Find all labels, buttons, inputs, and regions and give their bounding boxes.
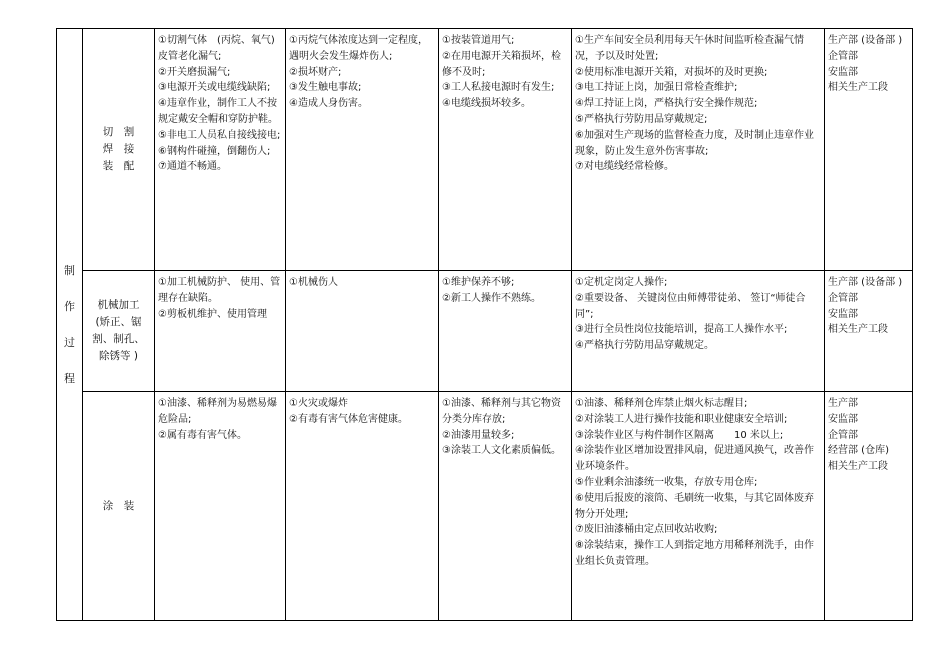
operation-item-line: 焊 接 xyxy=(102,143,135,155)
measure-line: ②对涂装工人进行操作技能和职业健康安全培训; xyxy=(575,413,788,425)
department-line: 企管部 xyxy=(828,50,858,62)
table-row xyxy=(57,392,913,621)
measure-line: ④焊工持证上岗，严格执行安全操作规范; xyxy=(575,98,758,110)
cause-line: ③工人私接电源时有发生; xyxy=(442,82,555,94)
department-line: 安监部 xyxy=(828,413,858,425)
process-label xyxy=(57,29,83,621)
measure-line: ③进行全员性岗位技能培训，提高工人操作水平; xyxy=(575,324,788,336)
measure-line: ①油漆、稀释剂仓库禁止烟火标志醒目; xyxy=(575,398,748,409)
measure-line: ⑦对电缆线经常检修。 xyxy=(575,161,674,173)
department-line: 生产部 (设备部 ) xyxy=(828,277,903,288)
hazard-line: ②属有毒有害气体。 xyxy=(158,429,247,441)
department-line: 相关生产工段 xyxy=(828,82,888,94)
measure-line: ④严格执行劳防用品穿戴规定。 xyxy=(575,340,714,352)
measure-line: ⑤作业剩余油漆统一收集，存放专用仓库; xyxy=(575,476,758,488)
measure-line: ①定机定岗定人操作; xyxy=(575,277,668,288)
consequence-line: ②有毒有害气体危害健康。 xyxy=(289,413,408,425)
process-label-char: 作 xyxy=(64,299,75,313)
consequence-line: ②损坏财产; xyxy=(289,66,342,78)
operation-item-line: 装 配 xyxy=(102,160,135,172)
cause-line: ①油漆、稀释剂与其它物资分类分库存放; xyxy=(442,398,561,425)
cause-cell xyxy=(439,392,572,621)
table-row xyxy=(57,271,913,392)
consequence-cell xyxy=(286,392,439,621)
operation-item-line: (矫正、锯 xyxy=(95,316,142,328)
cause-cell xyxy=(439,271,572,392)
consequence-line: ①机械伤人 xyxy=(289,277,338,288)
measure-line: ⑦废旧油漆桶由定点回收站收购; xyxy=(575,524,718,536)
consequence-line: ①丙烷气体浓度达到一定程度，遇明火会发生爆炸伤人; xyxy=(289,35,428,62)
hazard-line: ⑦通道不畅通。 xyxy=(158,161,227,173)
department-line: 经营部 (仓库) xyxy=(828,445,889,457)
department-line: 企管部 xyxy=(828,292,858,304)
hazard-table-wrapper xyxy=(56,28,913,621)
department-line: 企管部 xyxy=(828,429,858,441)
hazard-table xyxy=(56,28,913,621)
cause-line: ②在用电源开关箱损坏，检修不及时; xyxy=(442,50,561,78)
consequence-line: ①火灾或爆炸 xyxy=(289,398,348,409)
process-label-char: 制 xyxy=(64,263,75,277)
department-cell xyxy=(825,271,913,392)
measure-line: ⑧涂装结束，操作工人到指定地方用稀释剂洗手，由作业组长负责管理。 xyxy=(575,540,814,567)
consequence-line: ④造成人身伤害。 xyxy=(289,98,368,110)
department-line: 安监部 xyxy=(828,308,858,320)
hazard-line: ①加工机械防护、 使用、管理存在缺陷。 xyxy=(158,277,281,304)
measure-line: ③电工持证上岗，加强日常检查维护; xyxy=(575,82,738,94)
department-line: 安监部 xyxy=(828,66,858,78)
hazard-line: ①切割气体 (丙烷、氧气)皮管老化漏气; xyxy=(158,35,275,62)
measure-line: ②使用标准电源开关箱，对损坏的及时更换; xyxy=(575,66,768,78)
cause-line: ①按装管道用气; xyxy=(442,35,515,46)
operation-item xyxy=(83,392,155,621)
hazard-cell xyxy=(155,29,286,271)
hazard-line: ③电源开关或电缆线缺陷; xyxy=(158,82,271,94)
hazard-line: ⑤非电工人员私自接线接电; xyxy=(158,129,281,141)
department-cell xyxy=(825,29,913,271)
hazard-line: ②开关磨损漏气; xyxy=(158,66,231,78)
measure-line: ④涂装作业区增加设置排风扇，促进通风换气，改善作业环境条件。 xyxy=(575,445,814,473)
department-line: 生产部 xyxy=(828,398,858,409)
operation-item xyxy=(83,29,155,271)
measure-line: ③涂装作业区与构件制作区隔离 10 米以上; xyxy=(575,429,784,441)
department-line: 相关生产工段 xyxy=(828,324,888,336)
hazard-line: ④违章作业，制作工人不按规定戴安全帽和穿防护鞋。 xyxy=(158,98,278,125)
cause-line: ②油漆用量较多; xyxy=(442,429,515,441)
consequence-line: ③发生触电事故; xyxy=(289,82,362,94)
consequence-cell xyxy=(286,29,439,271)
measure-line: ⑥使用后报废的滚筒、毛刷统一收集，与其它固体废弃物分开处理; xyxy=(575,492,814,520)
measure-line: ①生产车间安全员利用每天午休时间监听检查漏气情况，予以及时处置; xyxy=(575,35,804,62)
cause-line: ②新工人操作不熟练。 xyxy=(442,292,541,304)
measure-line: ②重要设备、 关键岗位由师傅带徒弟、 签订“师徒合同”; xyxy=(575,292,806,320)
operation-item xyxy=(83,271,155,392)
measure-cell xyxy=(572,392,825,621)
hazard-line: ②剪板机维护、使用管理 xyxy=(158,308,267,320)
department-cell xyxy=(825,392,913,621)
measure-cell xyxy=(572,271,825,392)
cause-cell xyxy=(439,29,572,271)
table-row xyxy=(57,29,913,271)
consequence-cell xyxy=(286,271,439,392)
measure-cell xyxy=(572,29,825,271)
operation-item-line: 机械加工 xyxy=(97,299,140,311)
operation-item-line: 涂 装 xyxy=(102,499,135,512)
hazard-cell xyxy=(155,271,286,392)
hazard-cell xyxy=(155,392,286,621)
cause-line: ①维护保养不够; xyxy=(442,277,515,288)
process-label-char: 程 xyxy=(64,371,75,385)
process-label-char: 过 xyxy=(64,335,75,349)
operation-item-line: 除锈等 ) xyxy=(99,350,138,362)
operation-item-line: 切 割 xyxy=(102,126,135,138)
department-line: 相关生产工段 xyxy=(828,461,888,473)
cause-line: ④电缆线损坏较多。 xyxy=(442,98,531,110)
cause-line: ③涂装工人文化素质偏低。 xyxy=(442,445,561,457)
department-line: 生产部 (设备部 ) xyxy=(828,35,903,46)
measure-line: ⑥加强对生产现场的监督检查力度，及时制止违章作业现象，防止发生意外伤害事故; xyxy=(575,129,814,157)
hazard-line: ⑥钢构件碰撞，倒翻伤人; xyxy=(158,145,271,157)
operation-item-line: 割、制孔、 xyxy=(92,333,145,345)
hazard-line: ①油漆、稀释剂为易燃易爆危险品; xyxy=(158,398,277,425)
measure-line: ⑤严格执行劳防用品穿戴规定; xyxy=(575,113,708,125)
